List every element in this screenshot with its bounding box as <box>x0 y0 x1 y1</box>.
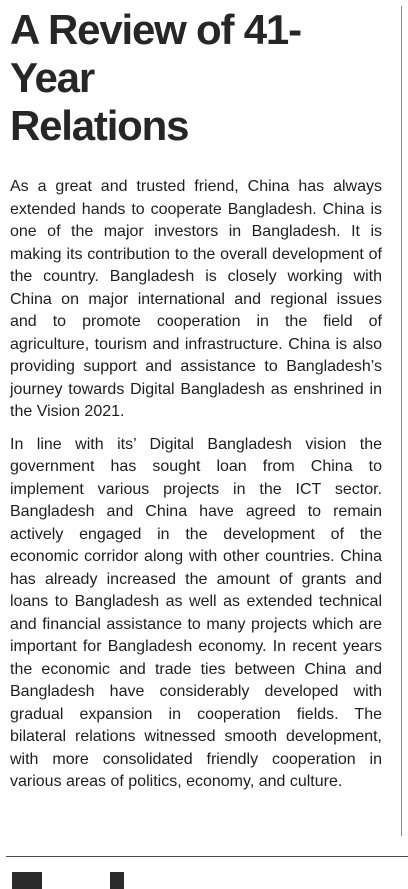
cropped-heading-fragment <box>12 872 42 889</box>
article-paragraph-2: In line with its’ Digital Bangladesh vision the government has sought loan from China to implement various projects in the ICT sector. Bangladesh and China have agreed to remain actively engaged in the development of the economic corridor along with other countries. China has already increased the amount of grants and loans to Bangladesh as well as extended technical and financial assistance to many projects which are important for Bangladesh economy. In recent years the economic and trade ties between China and Bangladesh have considerably developed with gradual expansion in cooperation fields. The bilateral relations witnessed smooth development, with more consolidated friendly cooperation in various areas of politics, economy, and culture. <box>10 435 382 790</box>
column-divider <box>401 6 402 836</box>
article-title-line-1: A Review of 41-Year <box>10 6 301 101</box>
article-title <box>10 6 382 150</box>
article <box>10 6 382 804</box>
section-divider <box>6 856 408 857</box>
article-paragraph-1: As a great and trusted friend, China has always extended hands to cooperate Bangladesh. China is one of the major investors in Bangladesh. It is making its contribution to the overall development of the country. Bangladesh is closely working with China on major international and regional issues and to promote cooperation in the field of agriculture, tourism and infrastructure. China is also providing support and assistance to Bangladesh’s journey towards Digital Bangladesh as enshrined in the Vision 2021. <box>10 178 382 420</box>
cropped-heading-fragment <box>110 872 124 889</box>
article-body <box>10 176 382 794</box>
article-title-line-2: Relations <box>10 102 189 149</box>
next-article-heading-cropped <box>12 872 212 889</box>
